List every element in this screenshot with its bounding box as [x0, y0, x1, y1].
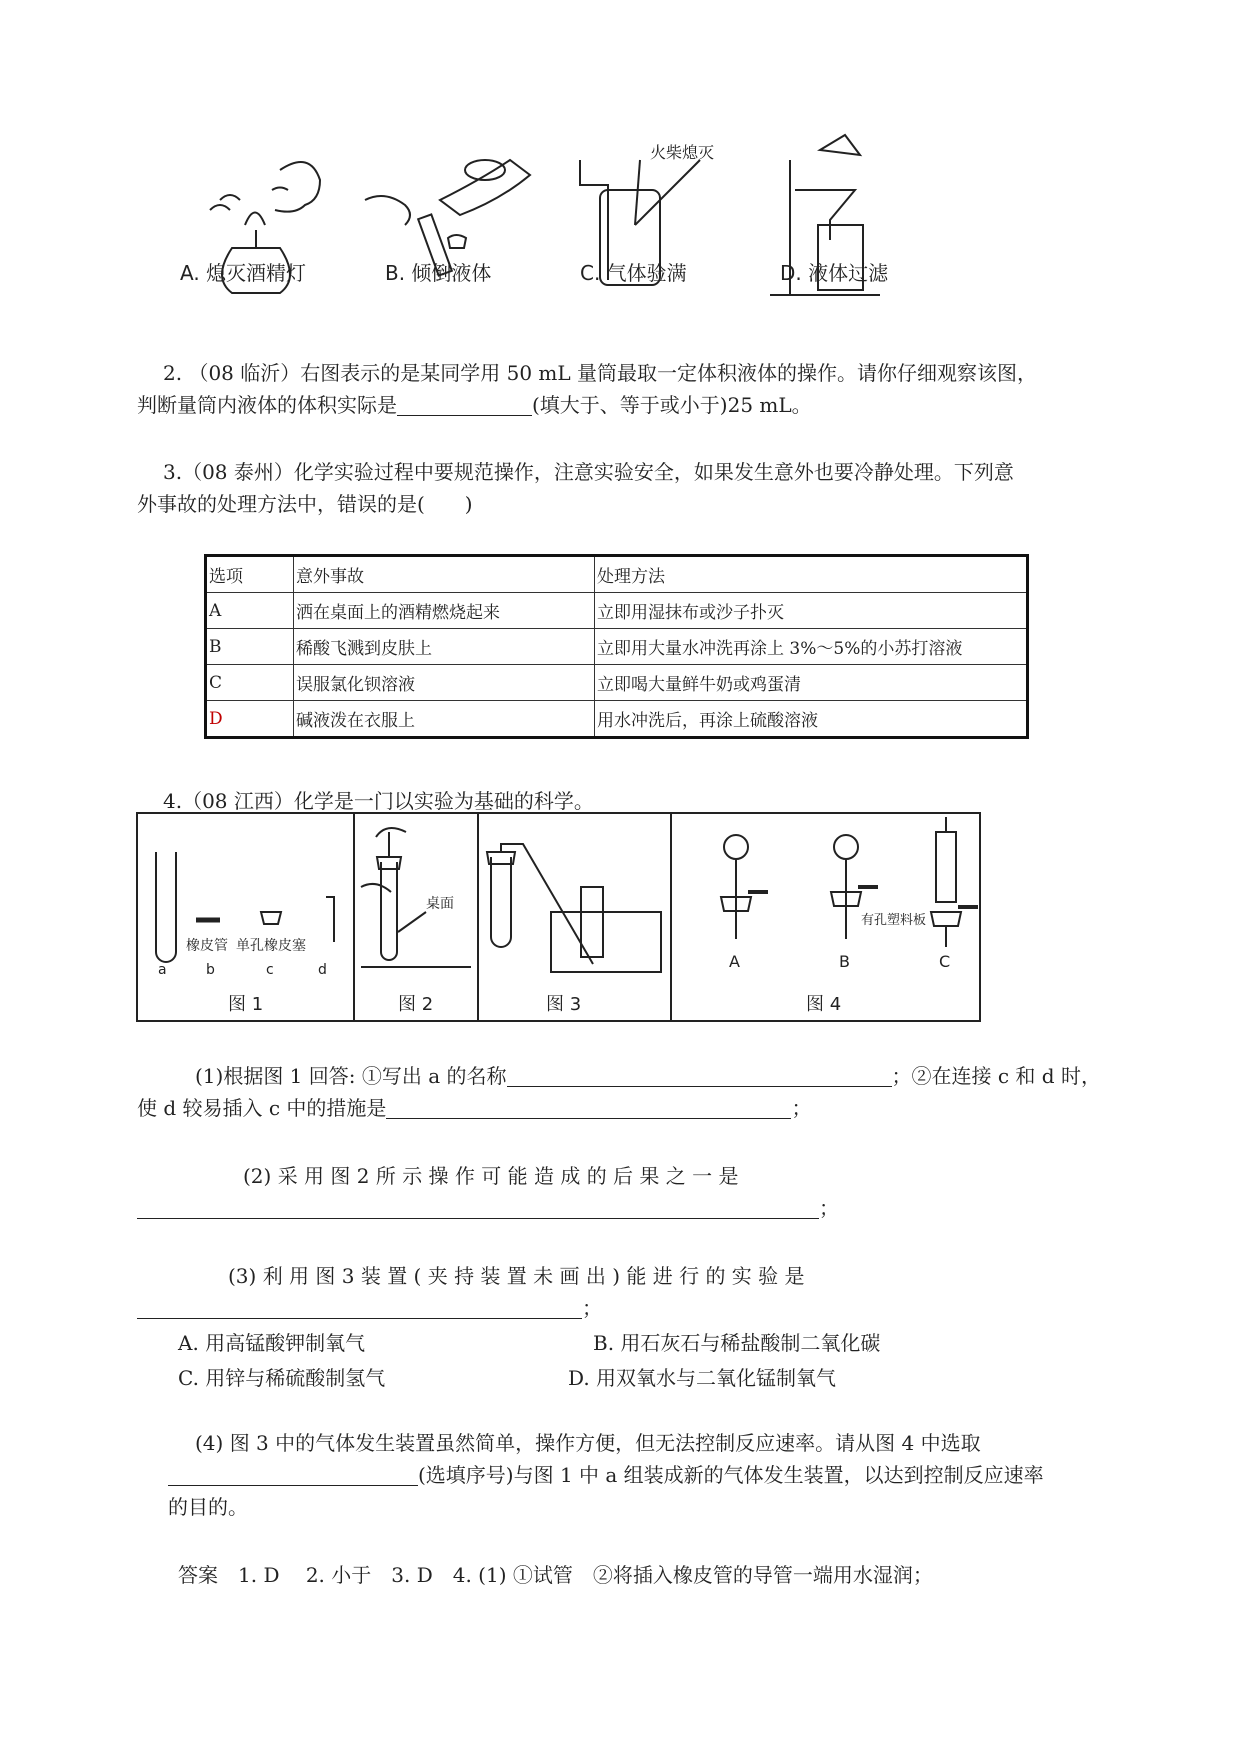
q2-blank[interactable]	[397, 395, 532, 416]
table-cell: 误服氯化钡溶液	[294, 665, 595, 701]
q4-option-d: D. 用双氧水与二氧化锰制氧气	[568, 1366, 837, 1390]
fig1-label-d: d	[318, 962, 327, 978]
table-cell: 立即用大量水冲洗再涂上 3%～5%的小苏打溶液	[595, 629, 1028, 665]
fig1-label-rubber-tube: 橡皮管	[186, 938, 228, 954]
answer-line: 答案 1. D 2. 小于 3. D 4. (1) ①试管 ②将插入橡皮管的导管一端用水湿润；	[178, 1563, 933, 1587]
table-row	[206, 593, 1028, 629]
top-apparatus-figure	[180, 130, 980, 320]
q4-p3-blank[interactable]	[137, 1298, 582, 1319]
table-cell: A	[206, 593, 294, 629]
label-b: B. 倾倒液体	[385, 261, 492, 285]
fig4-label-a: A	[729, 952, 740, 971]
q4-p1-blank2[interactable]	[386, 1098, 791, 1119]
q4-p1-blank1[interactable]	[507, 1066, 892, 1087]
q4-p3-line1: (3) 利 用 图 3 装 置 ( 夹 持 装 置 未 画 出 ) 能 进 行 的 实 验 是	[228, 1264, 805, 1288]
q4-p2-end: ；	[819, 1196, 839, 1220]
table-cell: 立即用湿抹布或沙子扑灭	[595, 593, 1028, 629]
table-header: 处理方法	[595, 556, 1028, 593]
fig2-title: 图 2	[398, 994, 434, 1015]
q4-p1-line2-a: 使 d 较易插入 c 中的措施是	[137, 1096, 387, 1120]
test-tube-a	[156, 852, 176, 962]
fig2-label-desk: 桌面	[426, 896, 454, 912]
q4-p2-line2	[137, 1192, 839, 1224]
table-cell: B	[206, 629, 294, 665]
q4-p1-line1-b: ；②在连接 c 和 d 时，	[891, 1064, 1101, 1088]
q4-p3-line2	[137, 1292, 602, 1324]
table-cell: D	[206, 701, 294, 738]
fig1-label-a: a	[158, 962, 167, 978]
q4-p1-line1-a: (1)根据图 1 回答: ①写出 a 的名称	[195, 1064, 507, 1088]
fig4-label-plate: 有孔塑料板	[861, 913, 927, 928]
fig1-label-stopper: 单孔橡皮塞	[236, 938, 306, 954]
fig3-items	[487, 844, 661, 972]
fig4-items	[721, 817, 978, 947]
table-header-row	[206, 556, 1028, 593]
fig3-title: 图 3	[546, 994, 582, 1015]
q4-p1-line2	[137, 1092, 811, 1124]
stopper-c	[261, 912, 281, 924]
label-a: A. 熄灭酒精灯	[180, 261, 307, 285]
accident-table	[204, 554, 1029, 739]
table-cell: 稀酸飞溅到皮肤上	[294, 629, 595, 665]
q4-apparatus-figure	[136, 812, 981, 1022]
q4-option-c: C. 用锌与稀硫酸制氢气	[178, 1366, 386, 1390]
label-c: C. 气体验满	[580, 261, 687, 285]
table-cell: 立即喝大量鲜牛奶或鸡蛋清	[595, 665, 1028, 701]
table-row	[206, 665, 1028, 701]
q3-line2: 外事故的处理方法中，错误的是( )	[137, 492, 473, 516]
fig1-title: 图 1	[228, 994, 264, 1015]
q4-p4-line2-text: (选填序号)与图 1 中 a 组装成新的气体发生装置，以达到控制反应速率	[418, 1463, 1044, 1487]
fig4-label-b: B	[839, 952, 850, 971]
q4-p4-line2	[168, 1459, 1044, 1491]
q2-line2	[137, 389, 812, 421]
q3-line1: 3.（08 泰州）化学实验过程中要规范操作，注意实验安全，如果发生意外也要冷静处理。下列意	[163, 460, 1014, 484]
q2-line2-b: (填大于、等于或小于)25 mL。	[532, 393, 812, 417]
fig4-title: 图 4	[806, 994, 842, 1015]
q4-option-b: B. 用石灰石与稀盐酸制二氧化碳	[593, 1331, 881, 1355]
table-row	[206, 629, 1028, 665]
table-row	[206, 701, 1028, 738]
q4-option-a: A. 用高锰酸钾制氧气	[178, 1331, 366, 1355]
q4-p4-blank[interactable]	[168, 1465, 418, 1486]
q4-title: 4.（08 江西）化学是一门以实验为基础的科学。	[163, 789, 594, 813]
table-cell: 碱液泼在衣服上	[294, 701, 595, 738]
pouring-liquid-sketch	[365, 160, 530, 276]
top-annotation: 火柴熄灭	[650, 143, 715, 162]
q4-p2-blank[interactable]	[137, 1198, 819, 1219]
label-d: D. 液体过滤	[780, 261, 889, 285]
q2-line2-a: 判断量筒内液体的体积实际是	[137, 393, 397, 417]
q4-p1-line1	[195, 1060, 1101, 1092]
fig2-items	[361, 828, 471, 967]
glass-tube-d	[326, 897, 334, 942]
fig1-label-b: b	[206, 962, 215, 978]
q4-p4-line1: (4) 图 3 中的气体发生装置虽然简单，操作方便，但无法控制反应速率。请从图 4 中选取	[195, 1431, 981, 1455]
table-cell: 用水冲洗后，再涂上硫酸溶液	[595, 701, 1028, 738]
table-cell: 洒在桌面上的酒精燃烧起来	[294, 593, 595, 629]
q4-p3-end: ；	[582, 1296, 602, 1320]
fig1-label-c: c	[266, 962, 274, 978]
table-cell: C	[206, 665, 294, 701]
q4-p1-line2-b: ；	[791, 1096, 812, 1120]
table-header: 选项	[206, 556, 294, 593]
q4-p2-line1: (2) 采 用 图 2 所 示 操 作 可 能 造 成 的 后 果 之 一 是	[243, 1164, 739, 1188]
table-header: 意外事故	[294, 556, 595, 593]
q2-line1: 2. （08 临沂）右图表示的是某同学用 50 mL 量筒最取一定体积液体的操作。请你仔细观察该图，	[163, 361, 1038, 385]
fig4-label-c: C	[939, 952, 951, 971]
q4-p4-line3: 的目的。	[168, 1495, 248, 1519]
